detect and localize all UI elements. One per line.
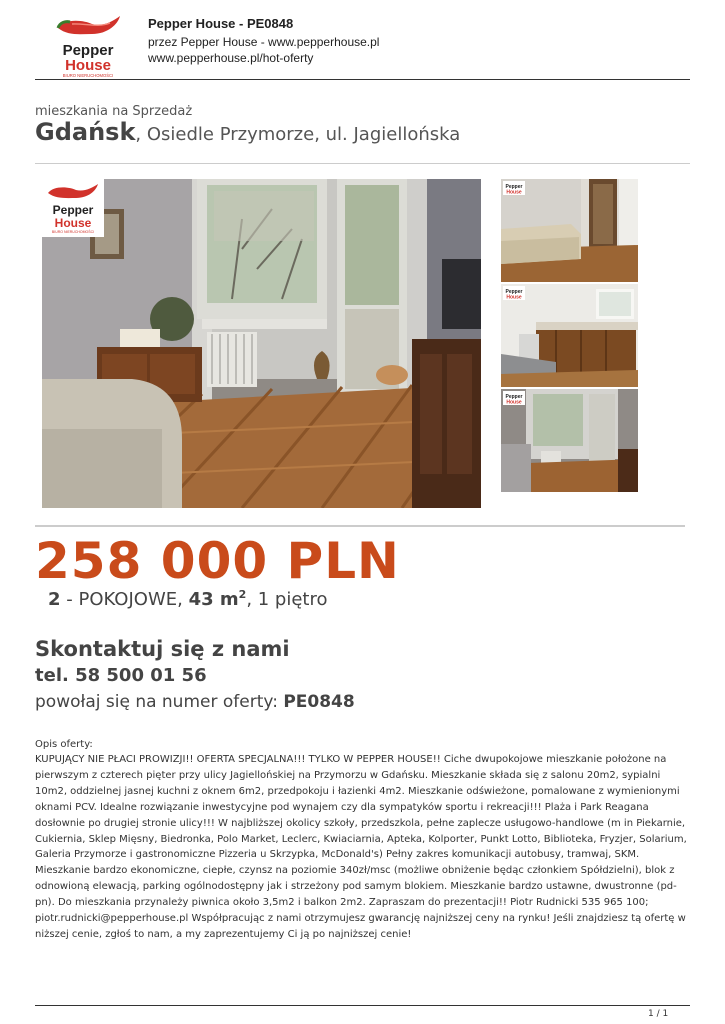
photo-watermark-logo xyxy=(42,179,104,237)
svg-text:BIURO NIERUCHOMOŚCI: BIURO NIERUCHOMOŚCI xyxy=(51,230,95,234)
svg-text:Pepper: Pepper xyxy=(505,184,523,190)
price-divider xyxy=(35,525,685,527)
page-number: 1 / 1 xyxy=(648,1009,669,1019)
offer-reference xyxy=(35,692,355,712)
area-unit-sup: 2 xyxy=(238,588,247,601)
thumbnail-photo-1[interactable] xyxy=(501,179,638,282)
svg-text:Pepper: Pepper xyxy=(505,394,523,400)
listing-price: 258 000 PLN xyxy=(35,532,400,590)
listing-location xyxy=(35,118,460,146)
contact-heading: Skontaktuj się z nami xyxy=(35,637,290,661)
pepper-house-logo[interactable] xyxy=(50,14,126,80)
floor-info: , 1 piętro xyxy=(246,589,328,610)
listing-address: , Osiedle Przymorze, ul. Jagiellońska xyxy=(135,124,461,145)
offer-url[interactable]: www.pepperhouse.pl/hot-oferty xyxy=(148,51,314,65)
logo-word-2: House xyxy=(65,57,111,74)
svg-text:House: House xyxy=(506,399,522,406)
listing-specs xyxy=(48,588,328,610)
svg-text:Pepper: Pepper xyxy=(505,289,523,295)
reference-prefix: powołaj się na numer oferty: xyxy=(35,692,284,712)
svg-text:House: House xyxy=(54,216,92,230)
listing-type: mieszkania na Sprzedaż xyxy=(35,104,193,119)
thumbnail-photo-3[interactable] xyxy=(501,389,638,492)
svg-text:House: House xyxy=(506,189,522,196)
document-title: Pepper House - PE0848 xyxy=(148,16,294,31)
main-photo[interactable] xyxy=(42,179,481,508)
header-divider xyxy=(35,79,690,80)
thumbnail-photo-2[interactable] xyxy=(501,284,638,387)
description-label: Opis oferty: xyxy=(35,739,93,750)
description-text: KUPUJĄCY NIE PŁACI PROWIZJI!! OFERTA SPECJALNA!!! TYLKO W PEPPER HOUSE!! Ciche dwupokojowe mieszkanie położone na pierwszym z czterech pięter przy ulicy Jagiellońskiej na Przymorzu w Gdańsku. Mieszkanie składa się z salonu 20m2, sypialni 10m2, oddzielnej jasnej kuchni z oknem 6m2, przedpokoju i łazienki 4m2. Mieszkanie odświeżone, pomalowane z wymienionymi oknami PCV. Idealne rozwiązanie inwestycyjne pod wynajem czy dla sympatyków sportu i rekreacji!!! Plaża i Park Reagana dosłownie po drugiej stronie ulicy!!! W najbliższej okolicy szkoły, przedszkola, pełne zaplecze usługowo-handlowe (m in Piekarnie, Cukiernia, Sklep Mięsny, Biedronka, Polo Market, Leclerc, Kwiaciarnia, Apteka, Kolporter, Punkt Lotto, Biblioteka, Fryzjer, Solarium, Galeria Przymorze i gastronomiczne Pizzeria u Skrzypka, McDonald's) Pełny zakres komunikacji autobusy, tramwaj, SKM. Mieszkanie bardzo ekonomiczne, ciepłe, czynsz na poziomie 340zł/msc (możliwe obniżenie będąc członkiem Spółdzielni), blok z odnowioną elewacją, parking ogólnodostępny jak i strzeżony pod samym blokiem. Mieszkanie bardzo ustawne, dwustronne (pd-pn). Do mieszkania przynależy piwnica około 3,5m2 i balkon 2m2. Zapraszam do prezentacji!! Piotr Rudnicki 535 965 100; piotr.rudnicki@pepperhouse.pl Współpracując z nami otrzymujesz gwarancję najniższej ceny na rynku! Jeśli znajdziesz tą ofertę w niższej cenie, zgłoś to nam, a my zaprezentujemy Ci ją po najniższej cenie! xyxy=(35,754,687,940)
rooms-count: 2 xyxy=(48,589,61,610)
area-value: 43 $m^2$ xyxy=(188,588,247,610)
svg-text:Pepper: Pepper xyxy=(52,203,94,217)
svg-text:House: House xyxy=(506,294,522,301)
footer-divider xyxy=(35,1005,690,1006)
logo-tagline: BIURO NIERUCHOMOŚCI xyxy=(62,73,114,78)
listing-city: Gdańsk xyxy=(35,118,136,146)
agency-line[interactable]: przez Pepper House - www.pepperhouse.pl xyxy=(148,35,380,49)
contact-phone[interactable]: tel. 58 500 01 56 xyxy=(35,665,207,686)
logo-word-1: Pepper xyxy=(62,42,114,59)
reference-code: PE0848 xyxy=(283,692,355,712)
rooms-label: - POKOJOWE, xyxy=(60,589,189,610)
location-divider xyxy=(35,163,690,164)
